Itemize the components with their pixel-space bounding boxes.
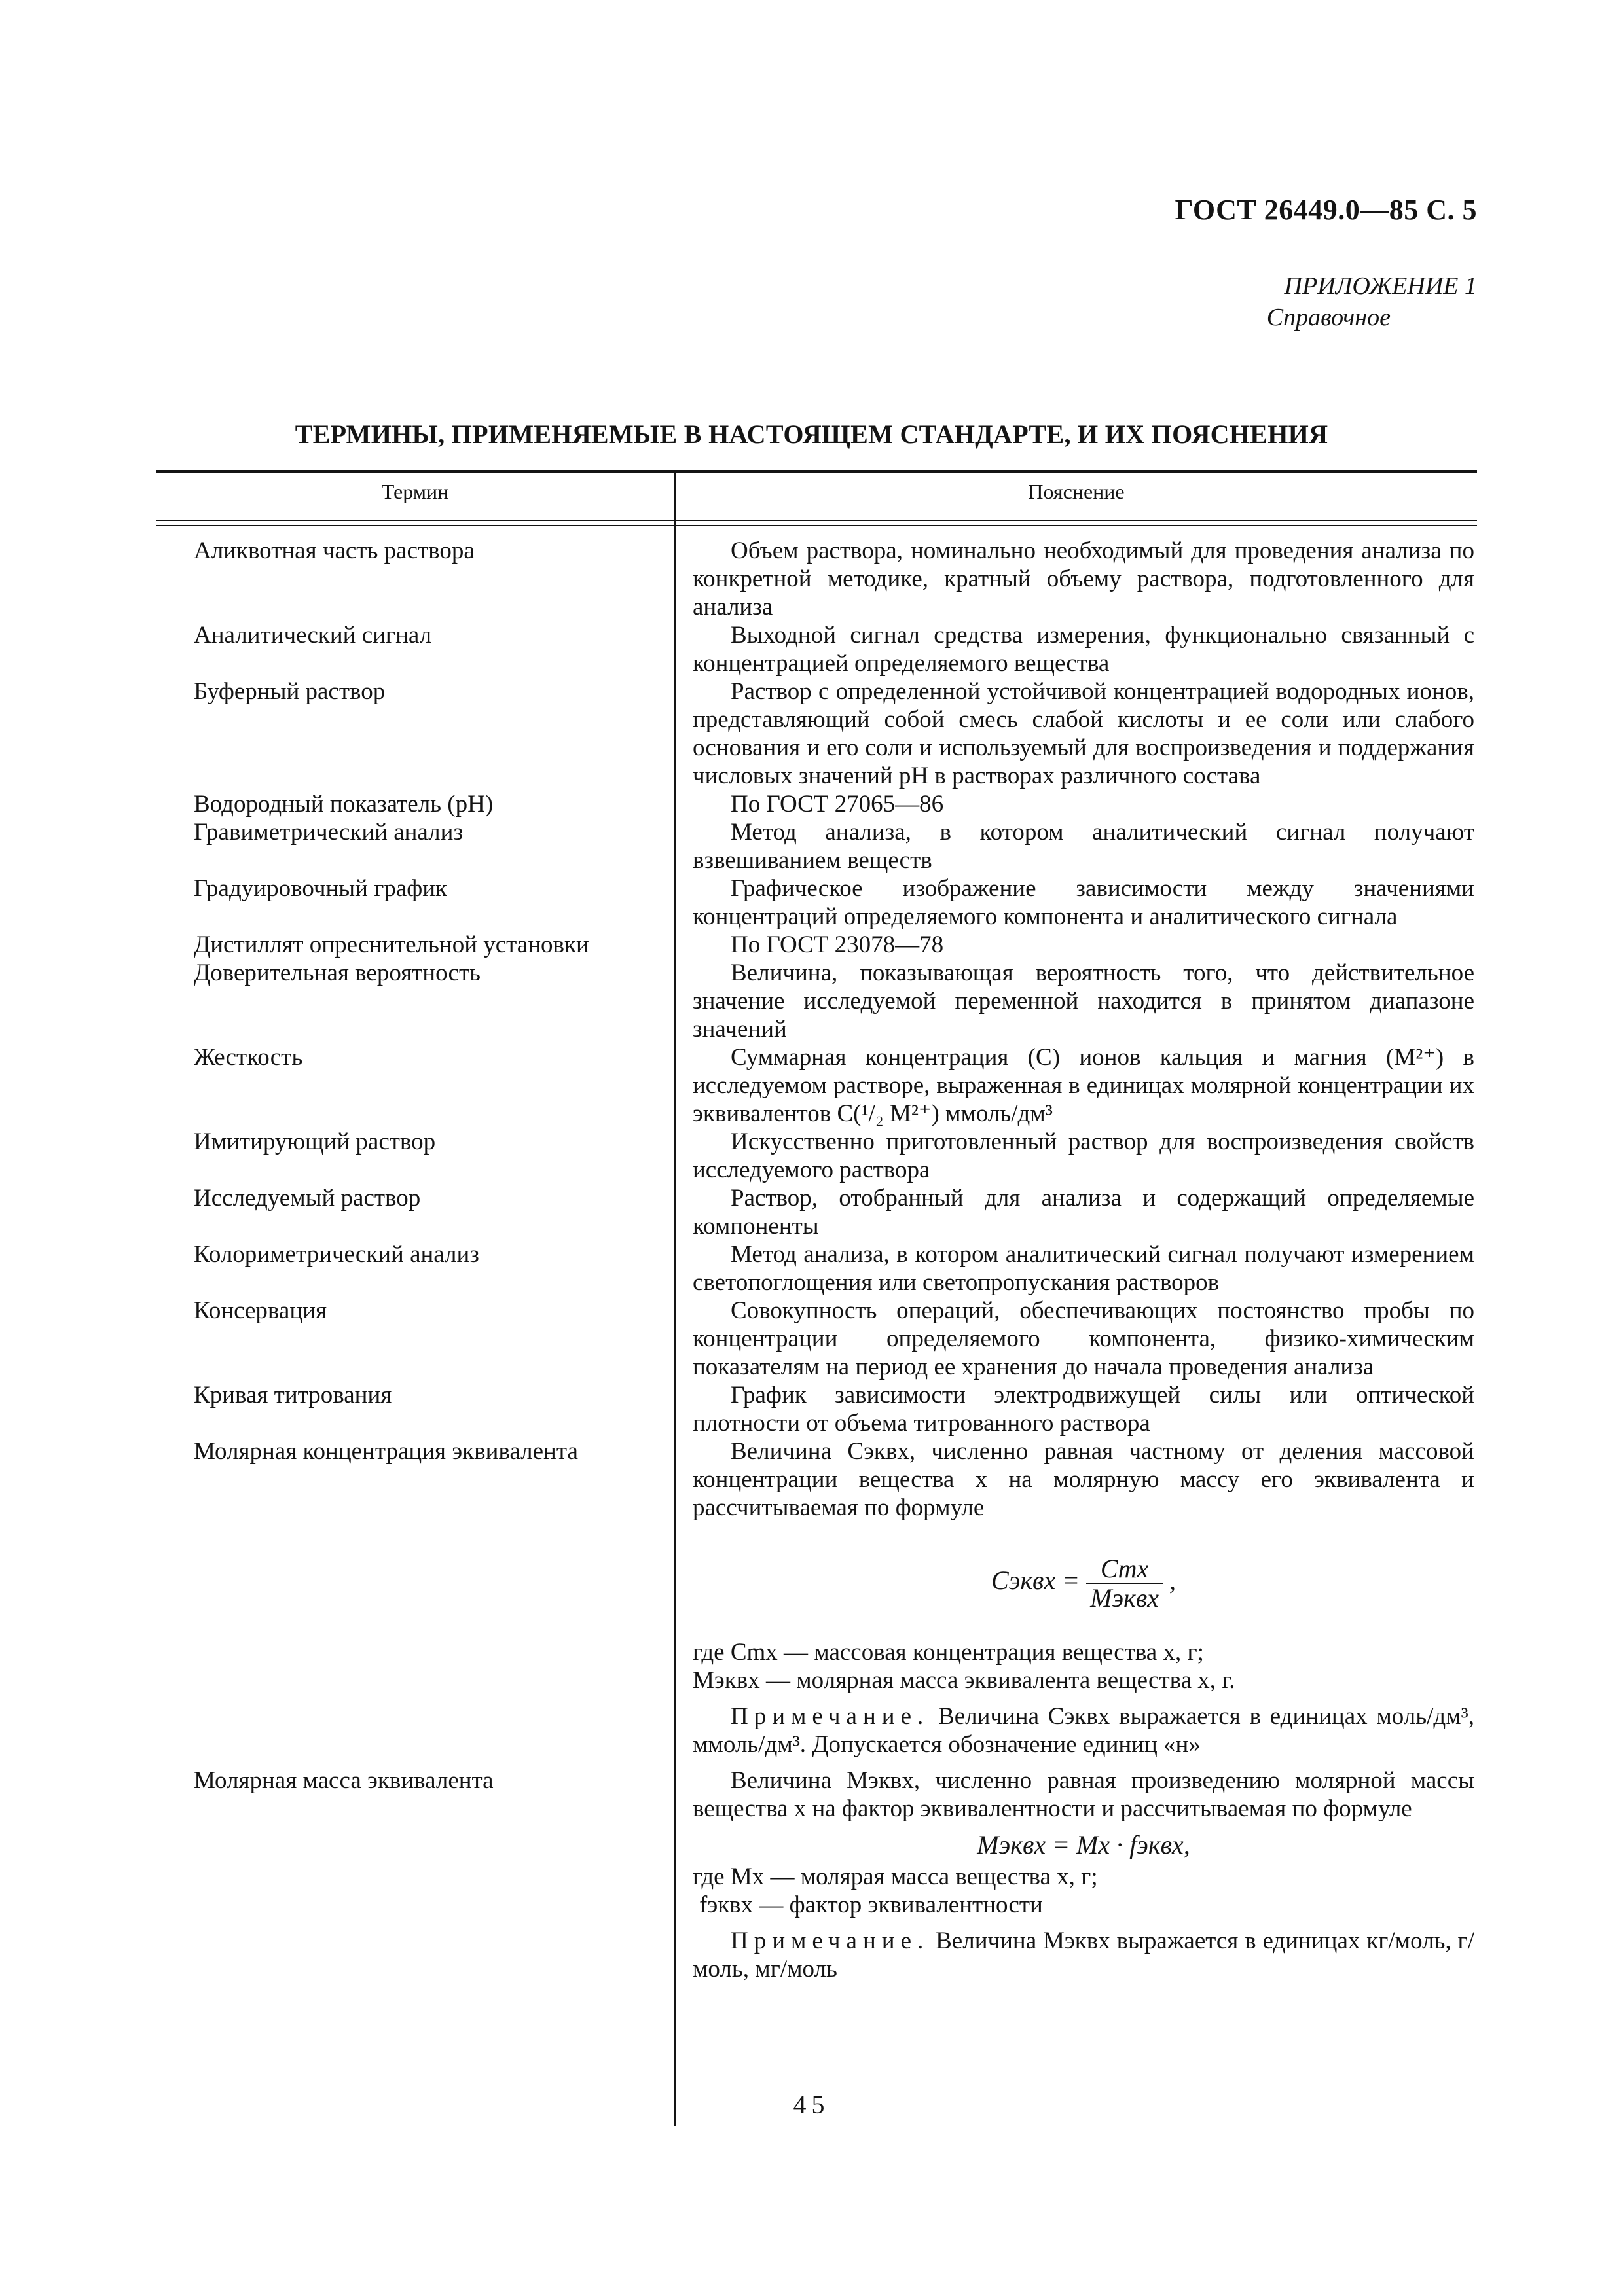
term-cell: Жесткость bbox=[194, 1044, 303, 1071]
table-row bbox=[156, 621, 1477, 677]
term-cell: Исследуемый раствор bbox=[194, 1185, 421, 1211]
note-text: Величина Mэквx выражается в единицах кг/моль, г/моль, мг/моль bbox=[693, 1928, 1475, 1982]
table-row-molar-concentration bbox=[156, 1437, 1477, 1759]
explanation-cell: Раствор, отобранный для анализа и содержащий определяемые компоненты bbox=[693, 1185, 1474, 1240]
table-row bbox=[156, 1184, 1477, 1240]
explanation-cell bbox=[674, 1437, 1476, 1759]
explanation-text: Величина Cэквx, численно равная частному от деления массовой концентрации вещества x на молярную массу его эквивалента и рассчитываемая по формуле bbox=[693, 1438, 1474, 1521]
table-row bbox=[156, 677, 1477, 790]
table-row bbox=[156, 931, 1477, 959]
term-cell: Градуировочный график bbox=[194, 875, 448, 902]
explanation-cell: Графическое изображение зависимости между значениями концентраций определяемого компонента и аналитического сигнала bbox=[693, 875, 1474, 930]
term-cell: Кривая титрования bbox=[194, 1382, 392, 1408]
term-cell: Молярная масса эквивалента bbox=[194, 1767, 494, 1794]
table-row bbox=[156, 1381, 1477, 1437]
explanation-cell: Метод анализа, в котором аналитический сигнал получают взвешиванием веществ bbox=[693, 819, 1474, 874]
explanation-cell bbox=[674, 1767, 1476, 1983]
appendix-kind: Справочное bbox=[1266, 304, 1391, 331]
appendix-label: ПРИЛОЖЕНИЕ 1 bbox=[1284, 272, 1477, 300]
table-row bbox=[156, 1297, 1477, 1381]
terms-table bbox=[156, 470, 1477, 2126]
explanation-cell: По ГОСТ 23078—78 bbox=[731, 931, 944, 958]
term-cell: Доверительная вероятность bbox=[194, 960, 481, 986]
explanation-cell: Суммарная концентрация (C) ионов кальция и магния (M²⁺) в исследуемом растворе, выраженная в единицах молярной концентрации их эквивалентов C(¹/₂ M²⁺) ммоль/дм³ bbox=[693, 1044, 1474, 1127]
column-header-explanation: Пояснение bbox=[1028, 480, 1125, 503]
term-cell: Гравиметрический анализ bbox=[194, 819, 464, 846]
note bbox=[693, 1927, 1474, 1983]
formula-where-2: fэквx — фактор эквивалентности bbox=[699, 1892, 1043, 1918]
term-cell: Молярная концентрация эквивалента bbox=[194, 1438, 578, 1465]
table-row bbox=[156, 790, 1477, 818]
formula-lhs: Cэквx = bbox=[991, 1566, 1080, 1596]
table-row bbox=[156, 1240, 1477, 1297]
formula-where-1: где Cmx — массовая концентрация вещества x, г; bbox=[693, 1639, 1204, 1666]
formula-fraction bbox=[1086, 1554, 1163, 1612]
term-cell: Консервация bbox=[194, 1297, 327, 1324]
formula-tail: , bbox=[1169, 1566, 1176, 1596]
note-label: Примечание. bbox=[731, 1703, 930, 1730]
table-row-molar-mass bbox=[156, 1767, 1477, 1983]
formula-where-1: где Mx — молярая масса вещества x, г; bbox=[693, 1863, 1098, 1890]
explanation-cell: Величина, показывающая вероятность того, что действительное значение исследуемой переменной находится в принятом диапазоне значений bbox=[693, 960, 1474, 1043]
column-header-term: Термин bbox=[381, 480, 449, 503]
formula-where-2: Mэквx — молярная масса эквивалента вещества x, г. bbox=[693, 1667, 1235, 1694]
term-cell: Имитирующий раствор bbox=[194, 1128, 436, 1155]
term-cell: Дистиллят опреснительной установки bbox=[194, 931, 589, 958]
table-row bbox=[156, 959, 1477, 1043]
term-cell: Аликвотная часть раствора bbox=[194, 537, 475, 564]
table-top-rule bbox=[156, 470, 1477, 473]
formula-molar-concentration bbox=[693, 1554, 1474, 1612]
table-row bbox=[156, 874, 1477, 931]
term-cell: Буферный раствор bbox=[194, 678, 386, 705]
explanation-cell: Метод анализа, в котором аналитический сигнал получают измерением светопоглощения или светопропускания растворов bbox=[693, 1241, 1474, 1296]
table-row bbox=[156, 1128, 1477, 1184]
table-row bbox=[156, 818, 1477, 874]
table-head-rule-double bbox=[156, 525, 1477, 526]
term-cell: Колориметрический анализ bbox=[194, 1241, 479, 1268]
table-body bbox=[156, 537, 1477, 1983]
term-cell: Водородный показатель (рН) bbox=[194, 791, 494, 817]
explanation-cell: Совокупность операций, обеспечивающих постоянство пробы по концентрации определяемого компонента, физико-химическим показателям на период ее хранения до начала проведения анализа bbox=[693, 1297, 1474, 1380]
explanation-cell: По ГОСТ 27065—86 bbox=[731, 791, 944, 817]
formula-molar-mass: Mэквx = Mx · fэквx, bbox=[977, 1830, 1190, 1859]
explanation-cell: Раствор с определенной устойчивой концентрацией водородных ионов, представляющий собой смесь слабой кислоты и ее соли или слабого основания и его соли и используемый для воспроизведения и поддержания числовых значений рН в растворах различного состава bbox=[693, 678, 1474, 789]
page-number: 45 bbox=[793, 2090, 830, 2119]
page-title: ТЕРМИНЫ, ПРИМЕНЯЕМЫЕ В НАСТОЯЩЕМ СТАНДАРТЕ, И ИХ ПОЯСНЕНИЯ bbox=[295, 420, 1328, 449]
table-head-rule bbox=[156, 520, 1477, 521]
document-header: ГОСТ 26449.0—85 С. 5 bbox=[1175, 194, 1477, 226]
table-row bbox=[156, 1043, 1477, 1128]
note-text: Величина Cэквx выражается в единицах моль/дм³, ммоль/дм³. Допускается обозначение единиц «н» bbox=[693, 1703, 1474, 1758]
explanation-cell: Искусственно приготовленный раствор для воспроизведения свойств исследуемого раствора bbox=[693, 1128, 1474, 1183]
note-label: Примечание. bbox=[731, 1928, 930, 1954]
explanation-cell: Выходной сигнал средства измерения, функционально связанный с концентрацией определяемого вещества bbox=[693, 622, 1474, 677]
explanation-cell: Объем раствора, номинально необходимый для проведения анализа по конкретной методике, кратный объему раствора, подготовленного для анализа bbox=[693, 537, 1474, 620]
formula-numerator: Cmx bbox=[1086, 1554, 1163, 1584]
table-row bbox=[156, 537, 1477, 621]
term-cell: Аналитический сигнал bbox=[194, 622, 432, 649]
note bbox=[693, 1702, 1474, 1759]
formula-denominator: Mэквx bbox=[1090, 1583, 1159, 1613]
explanation-text: Величина Mэквx, численно равная произведению молярной массы вещества x на фактор эквивалентности и рассчитываемая по формуле bbox=[693, 1767, 1474, 1822]
explanation-cell: График зависимости электродвижущей силы или оптической плотности от объема титрованного раствора bbox=[693, 1382, 1474, 1437]
